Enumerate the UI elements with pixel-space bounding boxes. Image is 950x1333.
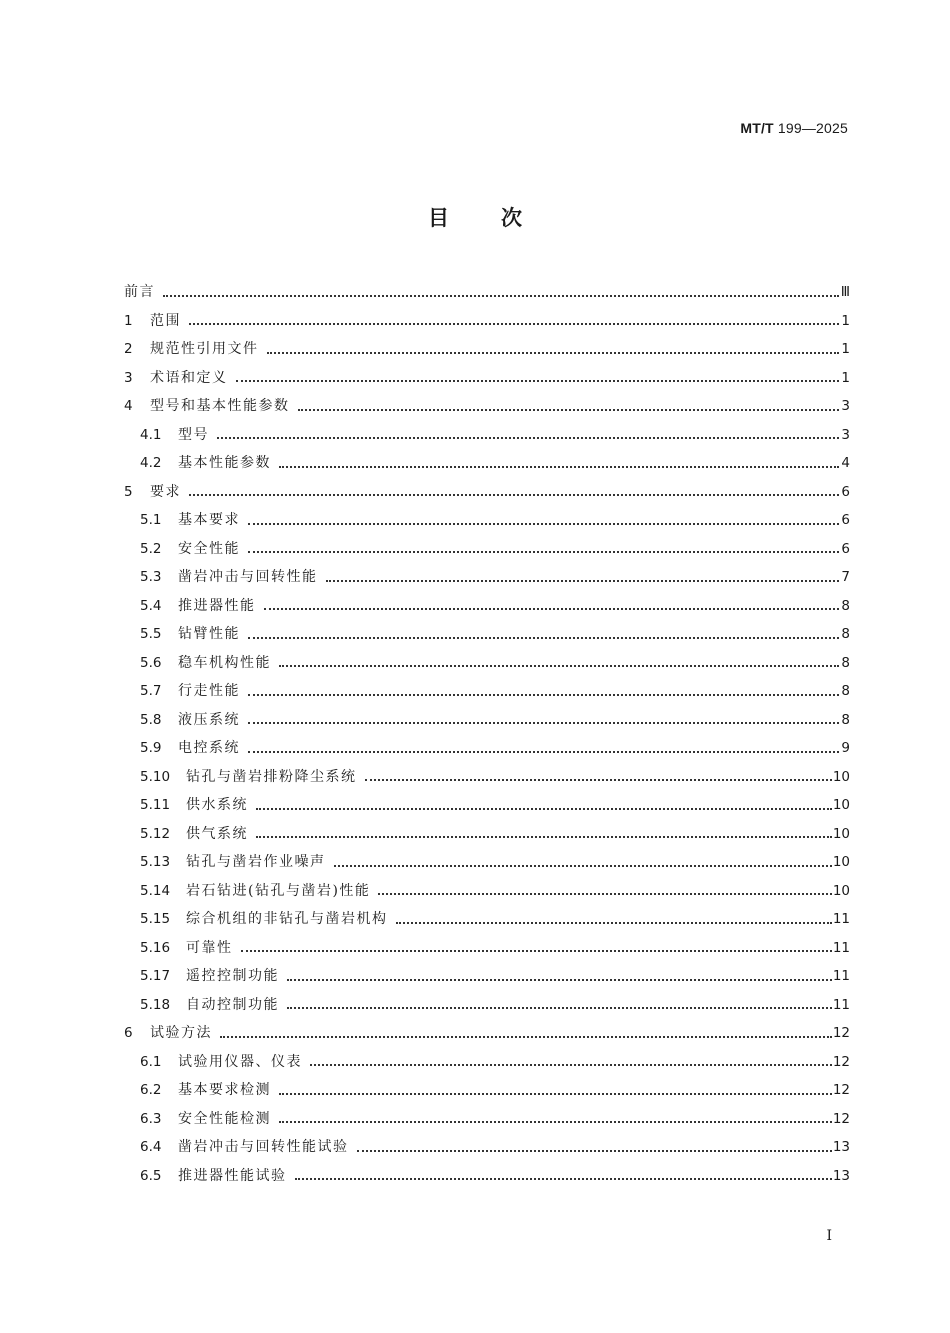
toc-entry-number: 5.5 (140, 626, 162, 642)
toc-dot-leader (310, 1063, 832, 1066)
toc-entry[interactable] (124, 535, 850, 564)
toc-entry-label: 稳车机构性能 (178, 654, 271, 671)
toc-dot-leader (365, 778, 832, 781)
toc-entry-label: 规范性引用文件 (150, 341, 259, 357)
toc-entry-page: 11 (832, 939, 850, 956)
toc-dot-leader (241, 949, 832, 952)
toc-entry-page: 13 (832, 1167, 850, 1184)
toc-entry-label: 基本要求 (178, 512, 240, 528)
toc-dot-leader (163, 294, 839, 297)
toc-entry-page: 7 (841, 569, 850, 585)
toc-entry-page: 3 (841, 398, 850, 414)
toc-entry-label: 电控系统 (178, 740, 240, 756)
toc-entry-page: 1 (841, 341, 850, 357)
toc-dot-leader (279, 1120, 832, 1123)
toc-entry-number: 6.5 (140, 1167, 162, 1184)
toc-entry-label: 凿岩冲击与回转性能试验 (178, 1139, 349, 1155)
toc-dot-leader (378, 892, 831, 895)
toc-entry-page: 10 (832, 768, 850, 785)
toc-entry[interactable] (124, 877, 850, 906)
document-id (740, 120, 848, 136)
standard-code: MT/T (740, 120, 774, 136)
toc-entry-number: 5.11 (140, 797, 171, 813)
toc-entry-page: 12 (832, 1110, 850, 1127)
toc-dot-leader (256, 807, 832, 810)
toc-entry-page: 8 (841, 597, 850, 614)
toc-entry[interactable] (124, 1019, 850, 1048)
toc-entry-page: 3 (841, 426, 850, 443)
toc-entry-page: 11 (832, 996, 850, 1013)
toc-entry-label: 术语和定义 (150, 369, 228, 386)
toc-entry-label: 自动控制功能 (186, 996, 279, 1013)
toc-entry-number: 5.1 (140, 512, 162, 528)
toc-entry-label: 岩石钻进(钻孔与凿岩)性能 (186, 882, 371, 899)
toc-entry-label: 推进器性能试验 (178, 1167, 287, 1184)
toc-entry[interactable] (124, 563, 850, 592)
toc-entry[interactable] (124, 364, 850, 393)
toc-dot-leader (279, 1092, 832, 1095)
toc-entry-number: 5.3 (140, 569, 162, 585)
toc-dot-leader (298, 408, 840, 411)
toc-entry-page: 11 (832, 968, 850, 984)
toc-entry[interactable] (124, 706, 850, 735)
toc-dot-leader (334, 864, 832, 867)
toc-entry[interactable] (124, 1133, 850, 1162)
toc-entry-label: 安全性能 (178, 540, 240, 557)
toc-entry-label: 钻孔与凿岩作业噪声 (186, 854, 326, 870)
toc-dot-leader (295, 1177, 832, 1180)
toc-entry[interactable] (124, 848, 850, 877)
toc-entry-number: 5.18 (140, 996, 171, 1013)
toc-entry[interactable] (124, 1076, 850, 1105)
toc-entry-label: 范围 (150, 312, 181, 329)
toc-entry-number: 5.4 (140, 597, 162, 614)
toc-entry-label: 液压系统 (178, 711, 240, 728)
toc-entry[interactable] (124, 991, 850, 1020)
toc-entry-label: 遥控控制功能 (186, 968, 279, 984)
toc-entry-label: 要求 (150, 483, 181, 500)
toc-entry-number: 5.9 (140, 740, 162, 756)
toc-entry-number: 5.13 (140, 854, 171, 870)
toc-entry[interactable] (124, 392, 850, 421)
toc-entry-label: 基本要求检测 (178, 1082, 271, 1098)
toc-entry-page: 11 (832, 911, 850, 927)
toc-entry-number: 5.7 (140, 683, 162, 699)
toc-entry[interactable] (124, 934, 850, 963)
toc-entry[interactable] (124, 1105, 850, 1134)
toc-entry-page: 8 (841, 683, 850, 699)
toc-entry-page: 12 (832, 1053, 850, 1070)
toc-entry-page: 4 (841, 455, 850, 471)
toc-entry[interactable] (124, 734, 850, 763)
toc-entry-page: 6 (841, 512, 850, 528)
toc-entry-label: 综合机组的非钻孔与凿岩机构 (186, 911, 388, 927)
page-title: 目次 (428, 206, 574, 230)
toc-entry[interactable] (124, 421, 850, 450)
toc-entry-number: 4.1 (140, 426, 162, 443)
toc-dot-leader (189, 322, 839, 325)
footer-page-number: I (826, 1228, 832, 1244)
toc-entry-number: 2 (124, 341, 133, 357)
toc-entry-label: 行走性能 (178, 683, 240, 699)
toc-entry-page: 12 (832, 1082, 850, 1098)
toc-entry-label: 钻孔与凿岩排粉降尘系统 (186, 768, 357, 785)
toc-entry[interactable] (124, 335, 850, 364)
toc-entry-page: 9 (841, 740, 850, 756)
toc-entry-page: 1 (841, 312, 850, 329)
toc-entry-number: 5.2 (140, 540, 162, 557)
toc-entry-number: 3 (124, 369, 133, 386)
toc-entry[interactable] (124, 791, 850, 820)
toc-entry[interactable] (124, 620, 850, 649)
toc-entry-label: 基本性能参数 (178, 455, 271, 471)
toc-entry-page: 6 (841, 540, 850, 557)
toc-entry-label: 试验方法 (150, 1025, 212, 1041)
toc-dot-leader (189, 493, 839, 496)
toc-dot-leader (267, 351, 840, 354)
toc-dot-leader (396, 921, 832, 924)
toc-entry-label: 可靠性 (186, 939, 233, 956)
toc-dot-leader (248, 693, 839, 696)
toc-entry[interactable] (124, 677, 850, 706)
toc-entry-number: 6 (124, 1025, 133, 1041)
toc-entry-number: 4 (124, 398, 133, 414)
toc-entry-label: 推进器性能 (178, 597, 256, 614)
toc-entry[interactable] (124, 592, 850, 621)
toc-entry[interactable] (124, 962, 850, 991)
toc-entry[interactable] (124, 1048, 850, 1077)
toc-dot-leader (248, 522, 839, 525)
toc-entry-number: 5.10 (140, 768, 171, 785)
toc-entry-label: 供水系统 (186, 797, 248, 813)
toc-entry-number: 6.1 (140, 1053, 162, 1070)
toc-entry-page: 1 (841, 369, 850, 386)
toc-entry[interactable] (124, 649, 850, 678)
toc-dot-leader (279, 465, 839, 468)
toc-entry-page: 13 (832, 1139, 850, 1155)
toc-entry-page: 12 (832, 1025, 850, 1041)
toc-entry[interactable] (124, 905, 850, 934)
toc-entry-number: 5.12 (140, 825, 171, 842)
toc-entry-page: 10 (832, 825, 850, 842)
toc-entry[interactable] (124, 449, 850, 478)
toc-entry-page: 6 (841, 483, 850, 500)
toc-entry-label: 型号和基本性能参数 (150, 398, 290, 414)
toc-entry-page: 8 (841, 626, 850, 642)
toc-entry-number: 4.2 (140, 455, 162, 471)
toc-entry-page: 10 (832, 797, 850, 813)
toc-entry[interactable] (124, 763, 850, 792)
toc-entry-number: 1 (124, 312, 133, 329)
toc-entry-label: 型号 (178, 426, 209, 443)
toc-dot-leader (357, 1149, 832, 1152)
table-of-contents (124, 278, 850, 1190)
toc-entry-label: 凿岩冲击与回转性能 (178, 569, 318, 585)
toc-dot-leader (236, 379, 840, 382)
toc-entry-page: 8 (841, 654, 850, 671)
toc-dot-leader (248, 636, 839, 639)
toc-entry-number: 5.6 (140, 654, 162, 671)
toc-entry-page: 10 (832, 854, 850, 870)
toc-entry-page: 8 (841, 711, 850, 728)
toc-entry-number: 6.2 (140, 1082, 162, 1098)
toc-dot-leader (264, 607, 840, 610)
toc-dot-leader (256, 835, 832, 838)
toc-entry-number: 6.3 (140, 1110, 162, 1127)
toc-dot-leader (248, 750, 839, 753)
toc-entry[interactable] (124, 307, 850, 336)
toc-entry-number: 5.15 (140, 911, 171, 927)
toc-dot-leader (326, 579, 840, 582)
toc-entry[interactable] (124, 478, 850, 507)
toc-entry[interactable] (124, 278, 850, 307)
toc-entry-page: 10 (832, 882, 850, 899)
toc-entry-number: 6.4 (140, 1139, 162, 1155)
toc-entry-number: 5.17 (140, 968, 171, 984)
toc-entry-number: 5.14 (140, 882, 171, 899)
toc-dot-leader (217, 436, 839, 439)
toc-entry[interactable] (124, 1162, 850, 1191)
toc-entry[interactable] (124, 820, 850, 849)
toc-entry-number: 5.8 (140, 711, 162, 728)
toc-entry[interactable] (124, 506, 850, 535)
toc-dot-leader (279, 664, 839, 667)
toc-entry-label: 安全性能检测 (178, 1110, 271, 1127)
toc-entry-label: 试验用仪器、仪表 (178, 1053, 302, 1070)
toc-dot-leader (248, 550, 839, 553)
standard-number: 199—2025 (777, 120, 848, 136)
toc-dot-leader (220, 1035, 832, 1038)
toc-dot-leader (248, 721, 839, 724)
toc-entry-page: Ⅲ (840, 284, 850, 300)
toc-entry-label: 前言 (124, 284, 155, 300)
toc-dot-leader (287, 978, 832, 981)
toc-entry-label: 钻臂性能 (178, 626, 240, 642)
toc-dot-leader (287, 1006, 832, 1009)
toc-entry-label: 供气系统 (186, 825, 248, 842)
toc-entry-number: 5.16 (140, 939, 171, 956)
toc-entry-number: 5 (124, 483, 133, 500)
